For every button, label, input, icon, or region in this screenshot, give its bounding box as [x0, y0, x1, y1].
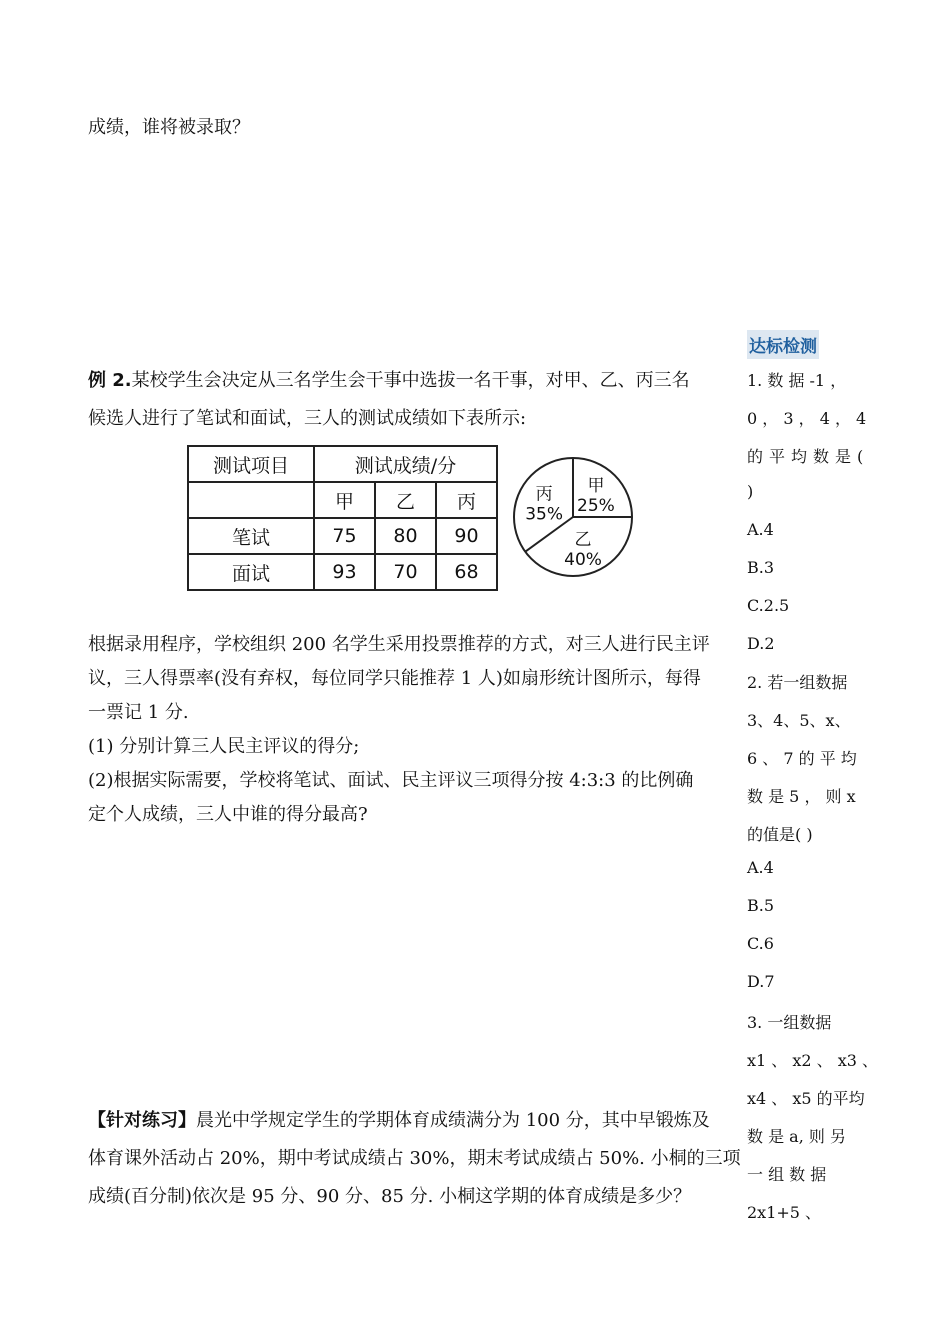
q3-line: 2x1+5 、 — [747, 1203, 822, 1222]
q2-line: 数 是 5 ， 则 x — [747, 787, 856, 806]
table-cell: 68 — [436, 554, 497, 590]
vote-pie-chart — [513, 450, 663, 600]
practice-line-1 — [88, 1110, 748, 1148]
pie-slice-label: 丙 — [535, 484, 553, 505]
table-cell: 75 — [314, 518, 375, 554]
example-2-label: 例 2. — [88, 370, 132, 391]
table-row — [188, 446, 497, 482]
practice-line-2: 体育课外活动占 20%，期中考试成绩占 30%，期末考试成绩占 50%. 小桐的三项 — [88, 1148, 741, 1169]
q2-option: C.6 — [747, 934, 774, 953]
pie-slice-value: 25% — [577, 496, 615, 517]
body-line: 定个人成绩，三人中谁的得分最高? — [88, 804, 368, 825]
example-2-text-1: 某校学生会决定从三名学生会干事中选拔一名干事，对甲、乙、丙三名 — [131, 370, 690, 391]
pie-slice-value: 40% — [564, 549, 602, 570]
table-row-label: 面试 — [188, 554, 314, 590]
pie-slice-label: 乙 — [574, 529, 592, 550]
table-row — [188, 518, 497, 554]
example-2-line-2: 候选人进行了笔试和面试，三人的测试成绩如下表所示: — [88, 408, 527, 429]
table-candidate: 甲 — [314, 482, 375, 518]
example-2 — [88, 370, 748, 446]
body-line: (2)根据实际需要，学校将笔试、面试、民主评议三项得分按 4:3:3 的比例确 — [88, 770, 694, 791]
pie-slice-label: 甲 — [587, 476, 605, 497]
q2-line: 的值是( ) — [747, 825, 813, 844]
table-row — [188, 482, 497, 518]
table-header-score: 测试成绩/分 — [314, 446, 497, 482]
body-line: 议，三人得票率(没有弃权，每位同学只能推荐 1 人)如扇形统计图所示，每得 — [88, 668, 701, 689]
practice-text-1: 晨光中学规定学生的学期体育成绩满分为 100 分，其中早锻炼及 — [196, 1110, 710, 1131]
q1-option: C.2.5 — [747, 596, 790, 615]
q3-line: x4 、 x5 的平均 — [747, 1089, 865, 1108]
q3-line: x1 、 x2 、 x3 、 — [747, 1051, 879, 1070]
table-cell: 93 — [314, 554, 375, 590]
score-table — [187, 445, 498, 591]
table-cell: 90 — [436, 518, 497, 554]
table-row-label: 笔试 — [188, 518, 314, 554]
body-line: 一票记 1 分. — [88, 702, 189, 723]
q3-line: 3. 一组数据 — [747, 1013, 832, 1032]
table-cell: 70 — [375, 554, 436, 590]
table-cell-empty — [188, 482, 314, 518]
q2-option: D.7 — [747, 972, 775, 991]
q1-option: D.2 — [747, 634, 775, 653]
practice-section — [88, 1110, 748, 1224]
practice-label: 【针对练习】 — [88, 1110, 196, 1131]
body-line: 根据录用程序，学校组织 200 名学生采用投票推荐的方式，对三人进行民主评 — [88, 634, 710, 655]
q2-option: B.5 — [747, 896, 775, 915]
body-line: (1) 分别计算三人民主评议的得分; — [88, 736, 360, 757]
continued-question-line: 成绩，谁将被录取？ — [88, 117, 250, 138]
section-header-tag: 达标检测 — [747, 330, 819, 359]
q1-line: ) — [747, 482, 754, 501]
q2-option: A.4 — [747, 858, 774, 877]
example-2-body — [88, 634, 748, 838]
q2-line: 2. 若一组数据 — [747, 673, 848, 692]
q3-line: 一 组 数 据 — [747, 1165, 827, 1184]
q1-line: 1. 数 据 -1 ， — [747, 371, 847, 390]
practice-line-3: 成绩(百分制)依次是 95 分、90 分、85 分. 小桐这学期的体育成绩是多少？ — [88, 1186, 692, 1207]
table-cell: 80 — [375, 518, 436, 554]
table-candidate: 乙 — [375, 482, 436, 518]
table-row — [188, 554, 497, 590]
table-candidate: 丙 — [436, 482, 497, 518]
pie-slice-value: 35% — [525, 504, 563, 525]
example-2-line-1 — [88, 370, 748, 408]
q3-line: 数 是 a, 则 另 — [747, 1127, 846, 1146]
table-header-item: 测试项目 — [188, 446, 314, 482]
q2-line: 6 、 7 的 平 均 — [747, 749, 857, 768]
q1-line: 0 ， 3 ， 4 ， 4 — [747, 409, 867, 428]
q1-option: B.3 — [747, 558, 775, 577]
q1-option: A.4 — [747, 520, 774, 539]
q1-line: 的平均数是( — [747, 447, 870, 466]
q2-line: 3、4、5、x、 — [747, 711, 851, 730]
